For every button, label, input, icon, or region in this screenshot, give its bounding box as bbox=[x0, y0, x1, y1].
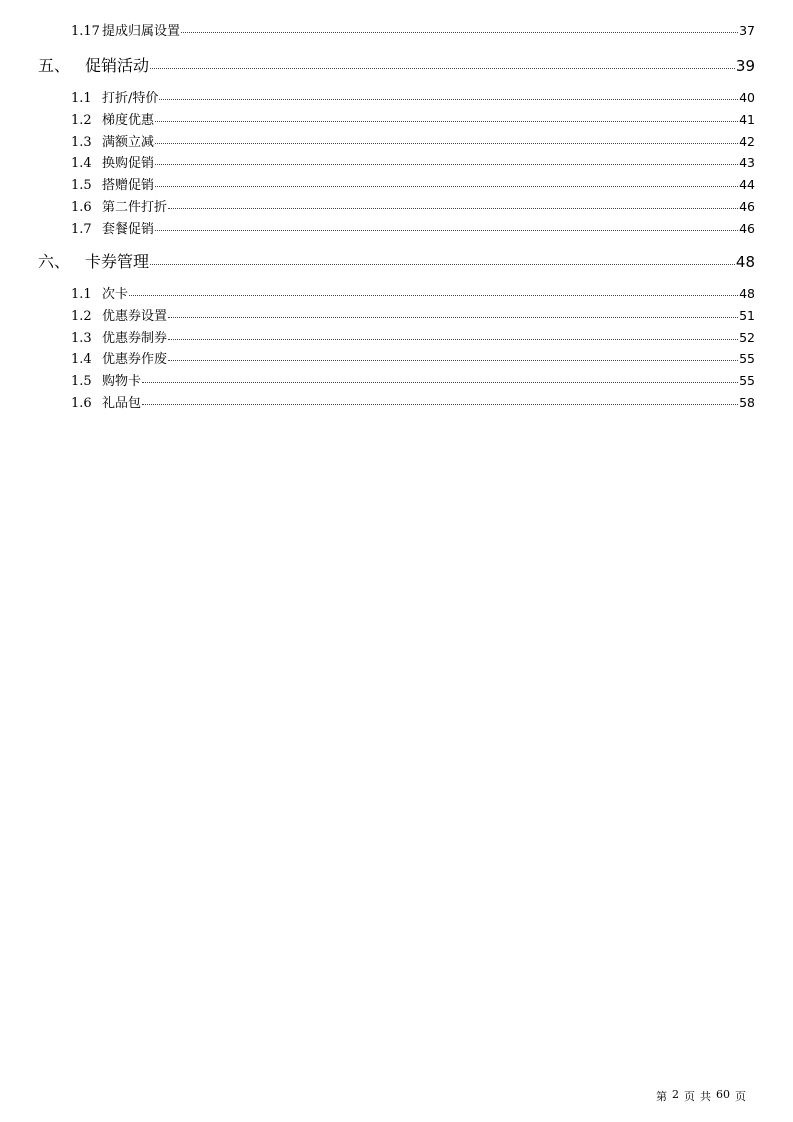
toc-leader-dots bbox=[155, 230, 738, 231]
toc-leader-dots bbox=[168, 208, 738, 209]
toc-entry-title: 套餐促销 bbox=[102, 222, 155, 237]
toc-entry-number: 1.4 bbox=[71, 352, 92, 367]
toc-entry-title: 满额立减 bbox=[102, 135, 155, 150]
toc-entry-page: 52 bbox=[739, 330, 755, 345]
toc-chapter-number: 六、 bbox=[38, 252, 71, 271]
toc-entry[interactable] bbox=[71, 348, 755, 367]
toc-entry-page: 55 bbox=[739, 373, 755, 388]
toc-entry-page: 46 bbox=[739, 199, 755, 214]
footer-total-pages: 60 bbox=[716, 1088, 730, 1101]
toc-entry[interactable] bbox=[71, 327, 755, 346]
toc-entry-page: 42 bbox=[739, 134, 755, 149]
toc-entry-page: 37 bbox=[739, 23, 755, 38]
toc-chapter-5[interactable] bbox=[38, 53, 755, 76]
footer-current-page: 2 bbox=[672, 1088, 679, 1101]
toc-entry-number: 1.3 bbox=[71, 135, 92, 150]
toc-entry[interactable] bbox=[71, 370, 755, 389]
toc-chapter-number: 五、 bbox=[38, 56, 71, 75]
toc-leader-dots bbox=[159, 99, 738, 100]
toc-leader-dots bbox=[142, 382, 738, 383]
toc-leader-dots bbox=[150, 264, 735, 265]
toc-entry-title: 优惠券制券 bbox=[102, 331, 168, 346]
toc-chapter-page: 39 bbox=[735, 57, 755, 75]
toc-entry-number: 1.6 bbox=[71, 200, 92, 215]
toc-entry-number: 1.4 bbox=[71, 156, 92, 171]
toc-entry[interactable] bbox=[71, 392, 755, 411]
toc-entry[interactable] bbox=[71, 305, 755, 324]
toc-leader-dots bbox=[181, 32, 738, 33]
toc-entry-title: 购物卡 bbox=[102, 374, 142, 389]
footer-page-word: 页 bbox=[684, 1090, 695, 1103]
toc-entry[interactable] bbox=[71, 87, 755, 106]
toc-entry-page: 43 bbox=[739, 155, 755, 170]
toc-entry-title: 优惠券作废 bbox=[102, 352, 168, 367]
toc-entry-number: 1.2 bbox=[71, 113, 92, 128]
toc-leader-dots bbox=[129, 295, 738, 296]
toc-leader-dots bbox=[155, 143, 738, 144]
toc-leader-dots bbox=[150, 68, 735, 69]
toc-entry-1-17[interactable] bbox=[71, 20, 755, 39]
toc-entry-number: 1.1 bbox=[71, 287, 92, 302]
toc-entry-number: 1.7 bbox=[71, 222, 92, 237]
toc-entry-page: 55 bbox=[739, 351, 755, 366]
toc-entry-number: 1.2 bbox=[71, 309, 92, 324]
toc-leader-dots bbox=[168, 360, 738, 361]
toc-chapter-page: 48 bbox=[735, 253, 755, 271]
toc-entry-title: 第二件打折 bbox=[102, 200, 168, 215]
toc-leader-dots bbox=[168, 339, 738, 340]
toc-entry-page: 58 bbox=[739, 395, 755, 410]
toc-entry-number: 1.5 bbox=[71, 374, 92, 389]
toc-entry-title: 打折/特价 bbox=[102, 91, 159, 106]
toc-leader-dots bbox=[155, 121, 738, 122]
toc-entry-title: 优惠券设置 bbox=[102, 309, 168, 324]
toc-entry-number: 1.3 bbox=[71, 331, 92, 346]
toc-entry-title: 次卡 bbox=[102, 287, 129, 302]
toc-entry[interactable] bbox=[71, 174, 755, 193]
page-footer bbox=[656, 1088, 746, 1104]
toc-entry-number: 1.17 bbox=[71, 24, 100, 39]
toc-leader-dots bbox=[168, 317, 738, 318]
toc-entry-title: 换购促销 bbox=[102, 156, 155, 171]
toc-entry-page: 41 bbox=[739, 112, 755, 127]
toc-entry-number: 1.1 bbox=[71, 91, 92, 106]
toc-entry-title: 提成归属设置 bbox=[102, 24, 181, 39]
toc-entry[interactable] bbox=[71, 283, 755, 302]
toc-entry[interactable] bbox=[71, 218, 755, 237]
toc-entry-page: 46 bbox=[739, 221, 755, 236]
toc-chapter-title: 促销活动 bbox=[85, 56, 150, 75]
toc-leader-dots bbox=[155, 164, 738, 165]
toc-entry-number: 1.6 bbox=[71, 396, 92, 411]
footer-suffix: 页 bbox=[735, 1090, 746, 1103]
toc-entry-title: 梯度优惠 bbox=[102, 113, 155, 128]
toc-entry-title: 搭赠促销 bbox=[102, 178, 155, 193]
footer-prefix: 第 bbox=[656, 1090, 667, 1103]
footer-total-word: 共 bbox=[700, 1090, 711, 1103]
toc-entry-page: 44 bbox=[739, 177, 755, 192]
toc-entry[interactable] bbox=[71, 152, 755, 171]
toc-entry[interactable] bbox=[71, 131, 755, 150]
toc-entry[interactable] bbox=[71, 196, 755, 215]
toc-entry-title: 礼品包 bbox=[102, 396, 142, 411]
toc-entry-number: 1.5 bbox=[71, 178, 92, 193]
toc-chapter-6[interactable] bbox=[38, 249, 755, 272]
toc-entry-page: 51 bbox=[739, 308, 755, 323]
toc-entry[interactable] bbox=[71, 109, 755, 128]
toc-chapter-title: 卡券管理 bbox=[85, 252, 150, 271]
toc-entry-page: 48 bbox=[739, 286, 755, 301]
toc-entry-page: 40 bbox=[739, 90, 755, 105]
toc-leader-dots bbox=[142, 404, 738, 405]
toc-leader-dots bbox=[155, 186, 738, 187]
